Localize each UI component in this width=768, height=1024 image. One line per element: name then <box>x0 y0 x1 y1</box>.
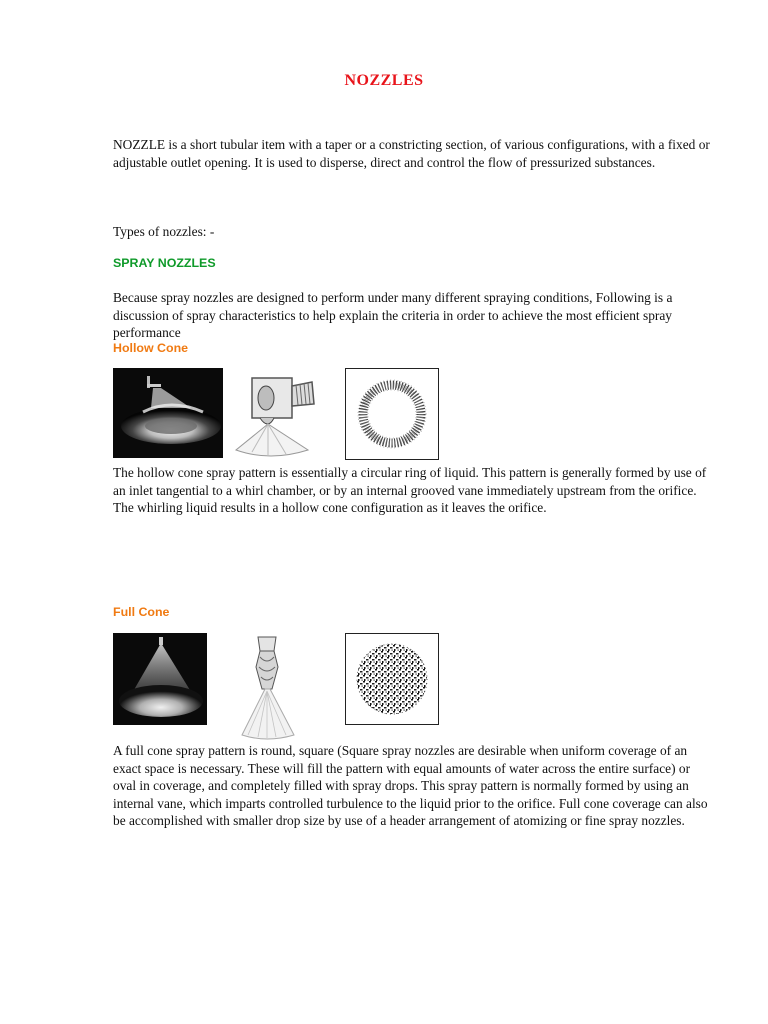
spray-nozzles-heading: SPRAY NOZZLES <box>113 256 216 270</box>
hollow-cone-paragraph: The hollow cone spray pattern is essentially a circular ring of liquid. This pattern is generally formed by use of an inlet tangential to a whirl chamber, or by an internal grooved vane immediately upstream from the orifice. The whirling liquid results in a hollow cone configuration as it leaves the orifice. <box>113 465 707 516</box>
hollow-cone-nozzle-drawing <box>230 368 330 460</box>
full-cone-spray-photo <box>113 633 207 725</box>
hollow-cone-pattern-diagram <box>345 368 439 460</box>
spray-paragraph: Because spray nozzles are designed to perform under many different spraying conditions, Following is a discussion of spray characteristics to help explain the criteria in order to achieve the most efficient spray performance <box>113 290 673 341</box>
hollow-cone-heading: Hollow Cone <box>113 341 189 355</box>
types-label: Types of nozzles: - <box>113 224 215 239</box>
full-cone-nozzle-drawing <box>236 633 302 741</box>
full-cone-pattern-diagram <box>345 633 439 725</box>
intro-paragraph: NOZZLE is a short tubular item with a taper or a constricting section, of various configurations, with a fixed or adjustable outlet opening. It is used to disperse, direct and control the flow of pressurized substances. <box>113 137 710 170</box>
full-cone-heading: Full Cone <box>113 605 170 619</box>
full-cone-paragraph: A full cone spray pattern is round, square (Square spray nozzles are desirable when uniform coverage of an exact space is necessary. These will fill the pattern with equal amounts of water across the entire surface) or oval in coverage, and completely filled with spray drops. This spray pattern is normally formed by using an internal vane, which imparts controlled turbulence to the liquid prior to the orifice. Full cone coverage can also be accomplished with smaller drop size by use of a header arrangement of atomizing or fine spray nozzles. <box>113 743 708 829</box>
page-title: NOZZLES <box>344 72 424 89</box>
hollow-cone-spray-photo <box>113 368 223 458</box>
